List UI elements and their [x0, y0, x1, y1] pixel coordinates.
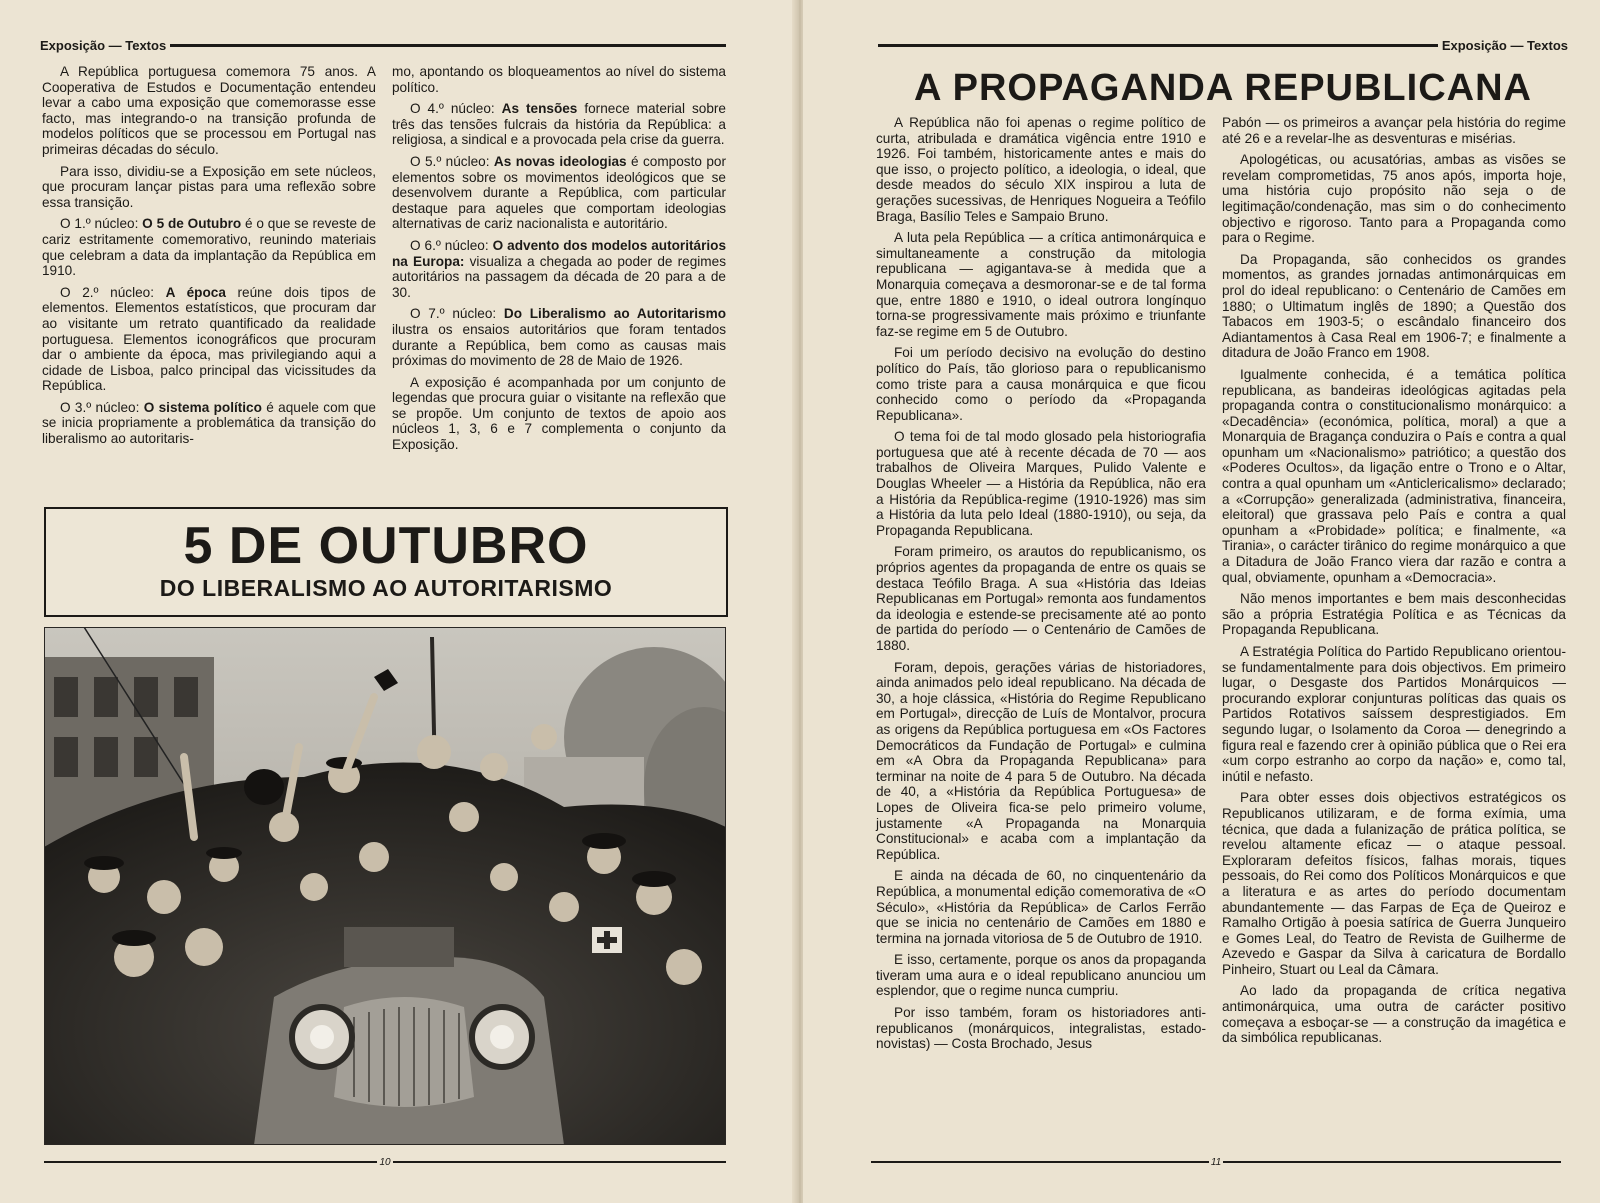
nucleo-paragraph — [392, 154, 726, 232]
left-running-head — [40, 36, 726, 54]
right-running-head — [878, 36, 1568, 54]
nucleo-text: é aquele com que se inicia propriamente a problemática da transição do liberalismo ao autoritaris- — [42, 399, 376, 447]
right-running-head-rule — [878, 44, 1438, 47]
left-footer-rule — [393, 1161, 726, 1163]
section-subtitle: DO LIBERALISMO AO AUTORITARISMO — [159, 575, 613, 601]
left-footer-rule — [44, 1161, 377, 1163]
left-running-head-rule — [170, 44, 726, 47]
nucleo-prefix: O 4.º núcleo: — [410, 101, 502, 117]
right-footer-rule — [1223, 1161, 1561, 1163]
nucleo-paragraph — [42, 400, 376, 447]
article-paragraph: A Estratégia Política do Partido Republicano orientou-se fundamentalmente para dois objectivos. Em primeiro lugar, o Desgaste dos Partidos Monárquicos — procurando explorar conjunturas políticas das quais os Partidos Rotativos saíssem desprestigiados. Em segundo lugar, o Isolamento da Coroa — denegrindo a figura real e fazendo crer à opinião pública que o Rei era «um corpo estranho ao corpo da nação» e, como tal, inútil e nefasto. — [1222, 644, 1566, 784]
article-paragraph: E isso, certamente, porque os anos da propaganda tiveram uma aura e o ideal republicano anunciou um esplendor, que o regime nunca cumpriu. — [876, 952, 1206, 999]
nucleo-paragraph — [392, 101, 726, 148]
closing-paragraph: A exposição é acompanhada por um conjunto de legendas que procura guiar o visitante na reflexão que se propõe. Um conjunto de textos de apoio aos núcleos 1, 3, 6 e 7 complementa o conjunto da Exposição. — [392, 374, 726, 453]
left-column-2 — [392, 64, 726, 459]
nucleo-prefix: O 2.º núcleo: — [60, 284, 166, 300]
nucleo-paragraph — [42, 216, 376, 278]
intro-paragraph: A República portuguesa comemora 75 anos. A Cooperativa de Estudos e Documentação entendeu levar a cabo uma exposição que comemorasse esse facto, mas integrando-o na transição profunda de modelos políticos que se processou em Portugal nas primeiras décadas do século. — [42, 64, 376, 157]
nucleo-title: O advento dos modelos autoritários na Europa: — [392, 237, 726, 269]
nucleo-prefix: O 7.º núcleo: — [410, 306, 504, 322]
nucleo-paragraph — [42, 285, 376, 394]
right-footer — [871, 1156, 1561, 1168]
left-running-head-label: Exposição — Textos — [40, 37, 167, 53]
nucleo-title: A época — [165, 284, 226, 300]
historical-photo — [44, 627, 726, 1145]
article-paragraph: E ainda na década de 60, no cinquentenário da República, a monumental edição comemorativa de «O Século», «História da República» de Carlos Ferrão que se inicia no centenário de Camões em 1880 e termina na jornada vitoriosa de 5 de Outubro de 1910. — [876, 868, 1206, 946]
article-paragraph: Foram, depois, gerações várias de historiadores, ainda animados pelo ideal republicano. Na década de 30, a hoje clássica, «História do Regime Republicano em Portugal», direcção de Luís de Montalvor, procura as origens da República portuguesa em «Os Factores Democráticos da Fundação de Portugal» e culmina em «A Obra da Propaganda Republicana» para terminar na noite de 4 para 5 de Outubro. Na década de 40, a «História da República Portuguesa» de Lopes de Oliveira fica-se pelo primeiro volume, justamente «A Propaganda na Monarquia Constitucional» e acaba com a implantação da República. — [876, 659, 1206, 862]
continued-paragraph: mo, apontando os bloqueamentos ao nível do sistema político. — [392, 64, 726, 95]
article-paragraph: Igualmente conhecida, é a temática política republicana, as bandeiras ideológicas agitadas pela propaganda contra o constitucionalismo monárquico: a «Decadência» (económica, política, moral) a que a Monarquia de Bragança conduzira o País e contra a qual opunham um «Nacionalismo» patriótico; a questão dos «Poderes Ocultos», da ligação entre o Trono e o Altar, contra a qual opunham um «Anticlericalismo» declarado; a «Corrupção» generalizada (administrativa, financeira, eleitoral) que grassava pelo País e contra a qual opunham a «Probidade» política; e finalmente, «a Tirania», o carácter tirânico do regime monárquico a que a Ditadura de João Franco viera dar razão e contra a qual, obviamente, opunham a «Democracia». — [1222, 366, 1566, 585]
section-title: 5 DE OUTUBRO — [183, 517, 589, 575]
nucleo-prefix: O 5.º núcleo: — [410, 153, 494, 169]
right-column-2 — [1222, 115, 1566, 1052]
right-running-head-label: Exposição — Textos — [1441, 37, 1568, 53]
nucleo-prefix: O 6.º núcleo: — [410, 237, 493, 253]
left-footer — [44, 1156, 726, 1168]
nucleo-text: ilustra os ensaios autoritários que foram tentados durante a República, bem como as causas mais próximas do movimento de 28 de Maio de 1926. — [392, 321, 726, 369]
right-page-number: 11 — [1210, 1156, 1222, 1168]
article-paragraph: A República não foi apenas o regime político de curta, atribulada e dramática vigência entre 1910 e 1926. Foi também, historicamente antes e mais do que isso, o projecto político, a ideologia, o ideal, que desde meados do século XIX inspirou a luta de gerações sucessivas, de Henriques Nogueira a Teófilo Braga, Basílio Teles e Sampaio Bruno. — [876, 115, 1206, 224]
left-page-number: 10 — [379, 1156, 391, 1168]
nucleo-title: As novas ideologias — [493, 153, 627, 169]
article-paragraph: Foi um período decisivo na evolução do destino político do País, tão glorioso para o republicanismo como triste para a causa monárquica e que ficou conhecido como o período da «Propaganda Republicana». — [876, 345, 1206, 423]
nucleo-text: fornece material sobre três das tensões fulcrais da história da República: a religiosa, a sindical e a provocada pela crise da guerra. — [392, 101, 726, 148]
crowd-car-photo-illustration — [44, 627, 726, 1145]
right-column-1 — [876, 115, 1206, 1058]
nucleo-prefix: O 3.º núcleo: — [60, 399, 144, 415]
nucleo-text: é composto por elementos sobre os movimentos ideológicos que se desenvolvem durante a República, com particular destaque para aqueles que comportam ideologias alternativas de cariz nacionalista e autoritário. — [392, 153, 726, 232]
left-page — [0, 0, 797, 1203]
article-paragraph: Para obter esses dois objectivos estratégicos os Republicanos utilizaram, e de forma exímia, uma técnica, que dada a fulanização de prática política, se revelou altamente eficaz — o ataque pessoal. Exploraram defeitos físicos, falhas morais, tiques pessoais, do Rei como dos Políticos Monárquicos e que a literatura e as artes do período documentam abundantemente — das Farpas de Eça de Queiroz e Ramalho Ortigão à poesia satírica de Guerra Junqueiro e Gomes Leal, do Teatro de Revista de Guilherme de Azevedo e Gaspar da Silva à caricatura de Bordallo Pinheiro, Stuart ou Leal da Câmara. — [1222, 790, 1566, 977]
article-title: A PROPAGANDA REPUBLICANA — [914, 67, 1532, 109]
nucleo-paragraph — [392, 238, 726, 300]
nucleo-prefix: O 1.º núcleo: — [60, 216, 143, 232]
article-paragraph: O tema foi de tal modo glosado pela historiografia portuguesa que até à recente década de 70 — aos trabalhos de Oliveira Marques, Pulido Valente e Douglas Wheeler — a História da República, não era a História da República-regime (1910-1926) mas sim a História da luta pelo Ideal (1880-1910), ou seja, da Propaganda Republicana. — [876, 429, 1206, 538]
nucleo-title: As tensões — [501, 101, 578, 117]
article-paragraph: Não menos importantes e bem mais desconhecidas são a própria Estratégia Política e as Técnicas da Propaganda Republicana. — [1222, 591, 1566, 638]
article-paragraph: Foram primeiro, os arautos do republicanismo, os próprios agentes da propaganda de entre os quais se destaca Teófilo Braga. A sua «História das Ideias Republicanas em Portugal» remonta aos fundamentos da ideologia e estende-se precisamente até ao ponto de partida do período — o Centenário de Camões de 1880. — [876, 544, 1206, 653]
nucleo-title: O 5 de Outubro — [142, 216, 242, 232]
continued-paragraph: Pabón — os primeiros a avançar pela história do regime até 26 e a revelar-lhe as desventuras e misérias. — [1222, 115, 1566, 146]
nucleo-text: reúne dois tipos de elementos. Elementos estatísticos, que procuram dar ao visitante um retrato quantificado da realidade portuguesa. Elementos iconográficos que procuram dar o ambiente da época, mas privilegiando aqui a cidade de Lisboa, palco principal das vicissitudes da República. — [42, 284, 376, 394]
article-paragraph: A luta pela República — a crítica antimonárquica e simultaneamente a construção da mitologia republicana — agigantava-se à medida que a Monarquia começava a desmoronar-se e de tal forma que, entre 1880 e 1910, o ideal outrora longínquo torna-se progressivamente mais próximo e triunfante faz-se regime em 5 de Outubro. — [876, 230, 1206, 339]
article-paragraph: Ao lado da propaganda de crítica negativa antimonárquica, uma outra de carácter positivo começava a esboçar-se — a construção da imagética e da simbólica republicanas. — [1222, 983, 1566, 1046]
nucleo-title: Do Liberalismo ao Autoritarismo — [503, 306, 726, 322]
nucleo-paragraph — [392, 306, 726, 368]
article-paragraph: Da Propaganda, são conhecidos os grandes momentos, as grandes jornadas antimonárquicas em prol do ideal republicano: o Centenário de Camões em 1880; o Ultimatum inglês de 1890; a Questão dos Tabacos em 1903-5; o escândalo financeiro dos Adiantamentos à Casa Real em 1906-7; e finalmente a ditadura de João Franco em 1908. — [1222, 251, 1566, 361]
nucleo-title: O sistema político — [143, 399, 262, 415]
article-paragraph: Apologéticas, ou acusatórias, ambas as visões se revelam comprometidas, 75 anos após, importa hoje, uma história cujo propósito não seja o de legitimação/condenação, mas sim o do conhecimento objectivo e rigoroso. Tanto para a Propaganda como para o Regime. — [1222, 152, 1566, 246]
right-footer-rule — [871, 1161, 1209, 1163]
intro-paragraph: Para isso, dividiu-se a Exposição em sete núcleos, que procuram lançar pistas para uma reflexão sobre essa transição. — [42, 163, 376, 210]
nucleo-text: visualiza a chegada ao poder de regimes autoritários na passagem da década de 20 para a de 30. — [392, 253, 726, 300]
right-page — [803, 0, 1600, 1203]
section-title-box — [44, 507, 728, 617]
article-paragraph: Por isso também, foram os historiadores anti-republicanos (monárquicos, integralistas, estado-novistas) — Costa Brochado, Jesus — [876, 1005, 1206, 1052]
nucleo-text: é o que se reveste de cariz estritamente comemorativo, reunindo materiais que celebram a data da implantação da República em 1910. — [42, 216, 376, 279]
left-column-1 — [42, 64, 376, 453]
